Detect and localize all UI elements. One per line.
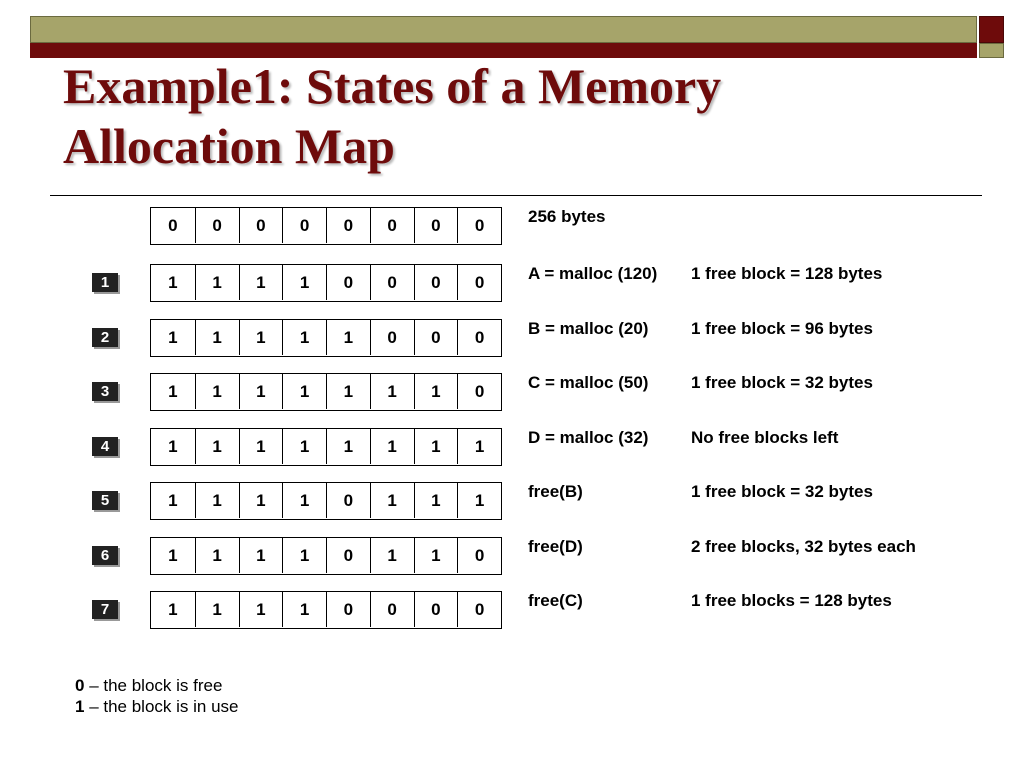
bitmap-cell: 0 [326,538,370,573]
bitmap-cell: 1 [370,538,414,573]
step-number-badge: 4 [92,437,118,456]
bitmap-cell: 0 [457,538,501,573]
header-square-maroon [979,16,1004,43]
free-block-note: No free blocks left [691,428,839,447]
bitmap-cell: 1 [168,437,178,456]
free-block-note: 1 free blocks = 128 bytes [691,591,892,610]
operation-label: C = malloc (50) [528,373,649,392]
bitmap [150,264,502,302]
bitmap-cell: 0 [370,320,414,355]
bitmap-cell: 0 [370,208,414,243]
bitmap-cell: 1 [168,491,178,510]
bitmap-cell: 1 [239,592,283,627]
bitmap-cell: 1 [282,374,326,409]
legend-text: – the block is in use [84,697,239,716]
allocation-row [0,482,1024,520]
allocation-row [0,207,1024,245]
slide-title-line-2: Allocation Map [63,118,395,174]
free-block-note: 1 free block = 32 bytes [691,373,873,392]
bitmap [150,537,502,575]
bitmap-cell: 1 [282,320,326,355]
bitmap-cell: 1 [414,429,458,464]
operation-label: free(D) [528,537,583,556]
bitmap-cell: 1 [239,483,283,518]
bitmap-cell: 0 [457,592,501,627]
bitmap [150,319,502,357]
title-divider [50,195,982,196]
step-number-badge: 6 [92,546,118,565]
bitmap-cell: 1 [326,429,370,464]
bitmap [150,207,502,245]
bitmap-cell: 1 [168,382,178,401]
step-number-badge: 7 [92,600,118,619]
bitmap-cell: 0 [370,592,414,627]
step-number-badge: 5 [92,491,118,510]
header-bar-olive [30,16,977,43]
bitmap-cell: 1 [282,592,326,627]
bitmap-cell: 1 [195,538,239,573]
free-block-note: 2 free blocks, 32 bytes each [691,537,916,556]
bitmap-cell: 1 [168,328,178,347]
bitmap-cell: 0 [168,216,178,235]
bitmap-cell: 1 [239,265,283,300]
bitmap-cell: 1 [414,483,458,518]
bitmap-cell: 1 [414,538,458,573]
bitmap-cell: 0 [326,592,370,627]
operation-label: free(C) [528,591,583,610]
operation-label: D = malloc (32) [528,428,649,447]
allocation-row [0,319,1024,357]
slide-title [63,56,963,176]
bitmap-cell: 1 [282,265,326,300]
legend-key: 1 [75,697,85,716]
step-number-badge: 1 [92,273,118,292]
step-number-badge: 3 [92,382,118,401]
bitmap-cell: 0 [457,208,501,243]
legend [75,675,239,717]
legend-item-in-use [75,696,239,717]
bitmap-cell: 1 [168,600,178,619]
bitmap-cell: 1 [195,265,239,300]
bitmap-cell: 1 [168,546,178,565]
bitmap-cell: 1 [414,374,458,409]
bitmap-cell: 0 [326,265,370,300]
bitmap-cell: 0 [282,208,326,243]
allocation-row [0,591,1024,629]
bitmap-cell: 0 [326,208,370,243]
bitmap-cell: 0 [370,265,414,300]
operation-label: B = malloc (20) [528,319,649,338]
bitmap-cell: 1 [195,320,239,355]
bitmap-cell: 1 [282,429,326,464]
bitmap-cell: 1 [195,592,239,627]
free-block-note: 1 free block = 96 bytes [691,319,873,338]
bitmap-cell: 1 [326,374,370,409]
header-square-olive [979,43,1004,58]
bitmap-cell: 0 [457,265,501,300]
bitmap-cell: 0 [457,374,501,409]
bitmap-cell: 1 [168,273,178,292]
legend-item-free [75,675,239,696]
bitmap [150,428,502,466]
slide-title-line-1: Example1: States of a Memory [63,58,722,114]
bitmap-cell: 0 [195,208,239,243]
bitmap-cell: 1 [239,538,283,573]
allocation-row [0,428,1024,466]
free-block-note: 1 free block = 32 bytes [691,482,873,501]
operation-label: free(B) [528,482,583,501]
bitmap-cell: 1 [239,374,283,409]
legend-key: 0 [75,676,85,695]
allocation-row [0,373,1024,411]
legend-text: – the block is free [84,676,223,695]
bitmap-cell: 1 [370,483,414,518]
free-block-note: 1 free block = 128 bytes [691,264,883,283]
operation-label: 256 bytes [528,207,606,226]
bitmap-cell: 1 [282,538,326,573]
bitmap-cell: 1 [195,429,239,464]
bitmap-cell: 1 [195,374,239,409]
bitmap-cell: 1 [370,374,414,409]
allocation-row [0,537,1024,575]
allocation-row [0,264,1024,302]
bitmap-cell: 1 [282,483,326,518]
bitmap-cell: 0 [414,320,458,355]
bitmap-cell: 0 [414,208,458,243]
bitmap-cell: 1 [370,429,414,464]
bitmap [150,373,502,411]
step-number-badge: 2 [92,328,118,347]
bitmap-cell: 1 [326,320,370,355]
bitmap-cell: 1 [195,483,239,518]
operation-label: A = malloc (120) [528,264,658,283]
bitmap-cell: 0 [239,208,283,243]
bitmap [150,482,502,520]
bitmap-cell: 1 [239,320,283,355]
bitmap [150,591,502,629]
bitmap-cell: 0 [326,483,370,518]
bitmap-cell: 0 [414,265,458,300]
bitmap-cell: 0 [414,592,458,627]
bitmap-cell: 0 [457,320,501,355]
bitmap-cell: 1 [239,429,283,464]
bitmap-cell: 1 [457,483,501,518]
bitmap-cell: 1 [457,429,501,464]
